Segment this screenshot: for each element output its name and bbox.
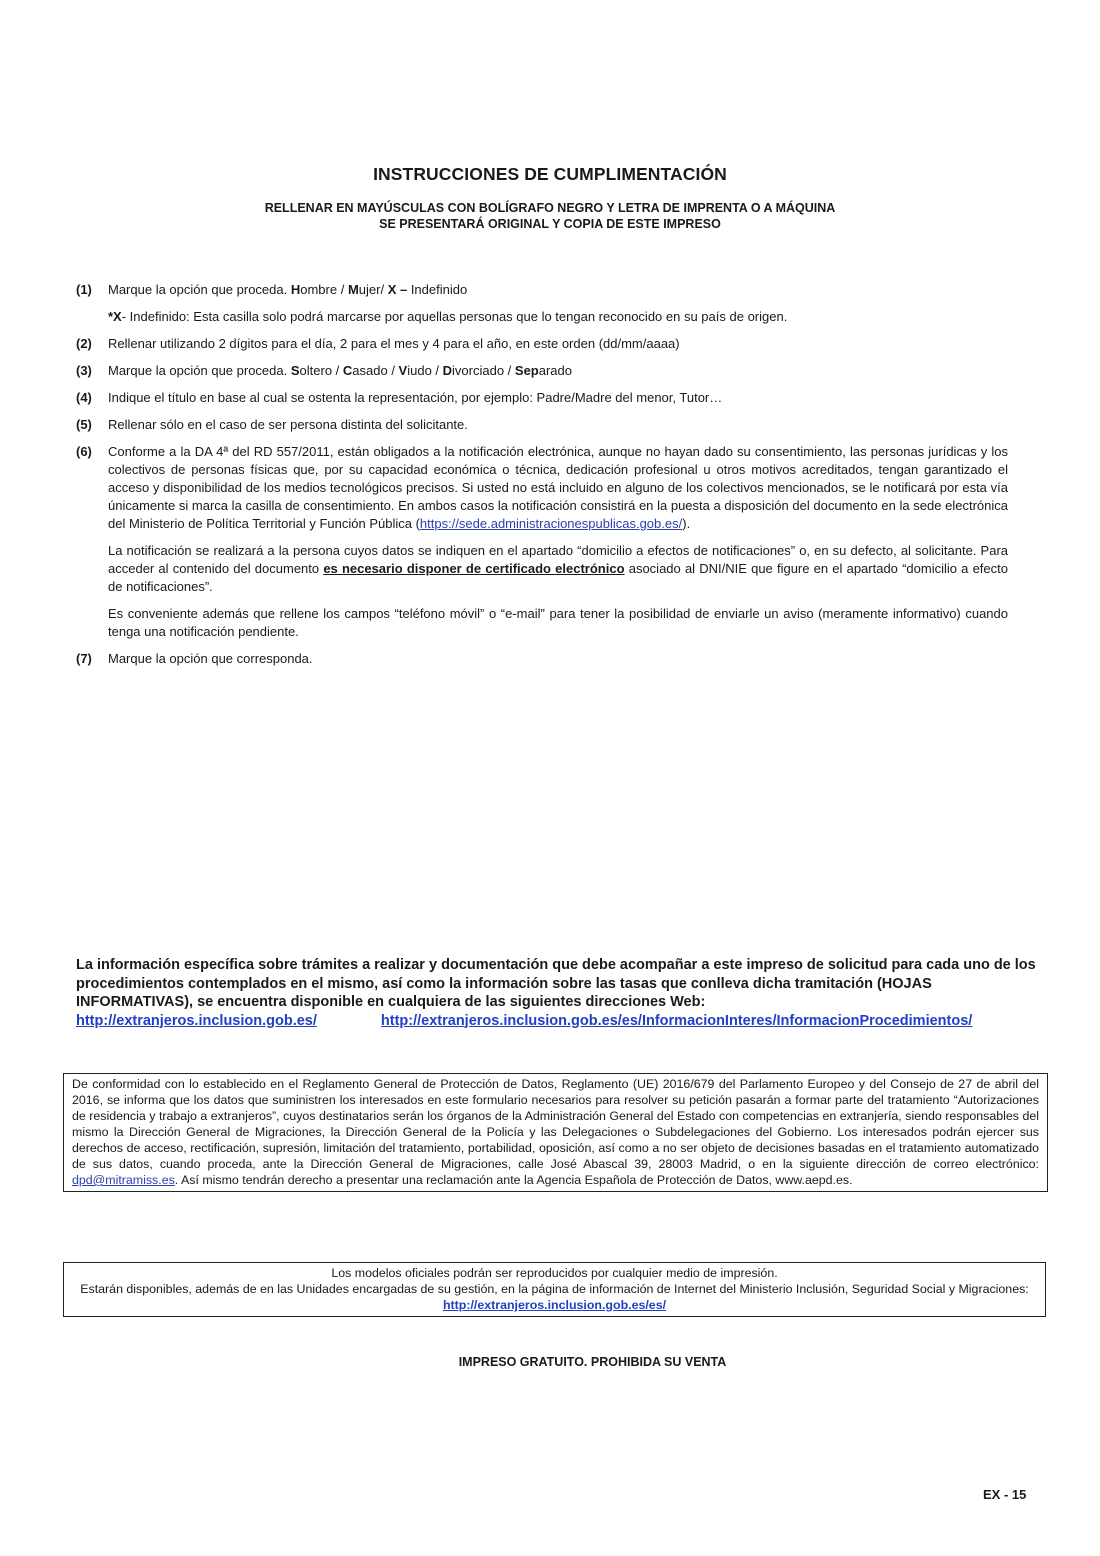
- info-section: [76, 956, 1036, 1030]
- info-text: La información específica sobre trámites a realizar y documentación que debe acompañar a este impreso de solicitud para cada uno de los procedimientos contemplados en el mismo, así como la información sobre las tasas que conlleva dicha tramitación (HOJAS INFORMATIVAS), se encuentra disponible en cualquiera de las siguientes direcciones Web:: [76, 957, 1036, 1010]
- instruction-text: Rellenar sólo en el caso de ser persona distinta del solicitante.: [108, 417, 468, 432]
- certificate-requirement: es necesario disponer de certificado electrónico: [323, 561, 625, 576]
- instruction-1: (1) Marque la opción que proceda. Hombre / Mujer/ X – Indefinido: [76, 282, 468, 297]
- subtitle-line-2: SE PRESENTARÁ ORIGINAL Y COPIA DE ESTE IMPRESO: [379, 217, 721, 231]
- instruction-number: (6): [76, 444, 92, 459]
- instruction-7: [76, 650, 1008, 668]
- instruction-number: (7): [76, 651, 92, 666]
- instruction-number: (5): [76, 417, 92, 432]
- instruction-number: (1): [76, 282, 92, 297]
- instruction-6-paragraph-1: Conforme a la DA 4ª del RD 557/2011, están obligados a la notificación electrónica, aunque no hayan dado su consentimiento, las personas jurídicas y los colectivos de personas físicas que, por su capacidad económica o técnica, dedicación profesional u otros motivos acreditados, tengan garantizado el acceso y disponibilidad de los medios tecnológicos precisos. Si usted no está incluido en alguno de los colectivos mencionados, se le notificará por esta vía únicamente si marca la casilla de consentimiento. En ambos casos la notificación consistirá en la puesta a disposición del documento en la sede electrónica del Ministerio de Política Territorial y Función Pública (https://sede.administracionespublicas.gob.es/).: [108, 444, 1008, 531]
- instruction-6-paragraph-3: Es conveniente además que rellene los campos “teléfono móvil” o “e-mail” para tener la posibilidad de enviarle un aviso (meramente informativo) cuando tenga una notificación pendiente.: [108, 606, 1008, 639]
- instruction-6: [76, 443, 1008, 641]
- privacy-notice-box: De conformidad con lo establecido en el Reglamento General de Protección de Datos, Reglamento (UE) 2016/679 del Parlamento Europeo y del Consejo de 27 de abril del 2016, se informa que los datos que suministren los interesados en este formulario necesarios para resolver su petición pasarán a formar parte del tratamiento “Autorizaciones de residencia y trabajo a extranjeros”, cuyos destinatarios serán los órganos de la Administración General del Estado con competencias en extranjería, siendo responsables del mismo la Dirección General de Migraciones, la Dirección General de la Policía y las Delegaciones o Subdelegaciones del Gobierno. Los interesados podrán ejercer sus derechos de acceso, rectificación, supresión, limitación del tratamiento, portabilidad, oposición, así como a no ser objeto de decisiones basadas en el tratamiento automatizado de sus datos, cuando proceda, ante la Dirección General de Migraciones, calle José Abascal 39, 28003 Madrid, o en la siguiente dirección de correo electrónico: dpd@mitramiss.es. Así mismo tendrán derecho a presentar una reclamación ante la Agencia Española de Protección de Datos, www.aepd.es.: [63, 1073, 1048, 1192]
- free-form-notice: IMPRESO GRATUITO. PROHIBIDA SU VENTA: [458, 1355, 727, 1369]
- instruction-number: (2): [76, 336, 92, 351]
- subtitle-line-1: RELLENAR EN MAYÚSCULAS CON BOLÍGRAFO NEGRO Y LETRA DE IMPRENTA O A MÁQUINA: [264, 201, 836, 215]
- models-line-2: Estarán disponibles, además de en las Unidades encargadas de su gestión, en la página de información de Internet del Ministerio Inclusión, Seguridad Social y Migraciones: http://extranjeros.inclusion.gob.es/es/: [80, 1282, 1029, 1312]
- instructions-list: [76, 281, 1008, 677]
- instruction-text: Marque la opción que corresponda.: [108, 651, 313, 666]
- instruction-2: [76, 335, 1008, 353]
- instruction-1-note: *X- Indefinido: Esta casilla solo podrá marcarse por aquellas personas que lo tengan reconocido en su país de origen.: [108, 309, 788, 324]
- ministerio-link[interactable]: http://extranjeros.inclusion.gob.es/es/: [442, 1298, 667, 1312]
- sede-electronica-link[interactable]: https://sede.administracionespublicas.gob.es/: [419, 516, 683, 531]
- dpd-email-link[interactable]: dpd@mitramiss.es: [72, 1173, 175, 1187]
- instruction-6-paragraph-2: La notificación se realizará a la persona cuyos datos se indiquen en el apartado “domicilio a efectos de notificaciones” o, en su defecto, al solicitante. Para acceder al contenido del documento es necesario disponer de certificado electrónico asociado al DNI/NIE que figure en el apartado “domicilio a efecto de notificaciones”.: [108, 543, 1008, 594]
- instruction-4: [76, 389, 1008, 407]
- instruction-5: [76, 416, 1008, 434]
- instruction-text: Rellenar utilizando 2 dígitos para el día, 2 para el mes y 4 para el año, en este orden (dd/mm/aaaa): [108, 336, 680, 351]
- extranjeros-link[interactable]: http://extranjeros.inclusion.gob.es/: [76, 1012, 317, 1029]
- instruction-text: Indique el título en base al cual se ostenta la representación, por ejemplo: Padre/Madre del menor, Tutor…: [108, 390, 723, 405]
- instruction-3: (3) Marque la opción que proceda. Soltero / Casado / Viudo / Divorciado / Separado: [76, 363, 572, 378]
- procedimientos-link[interactable]: http://extranjeros.inclusion.gob.es/es/InformacionInteres/InformacionProcedimientos/: [380, 1012, 973, 1029]
- models-line-1: Los modelos oficiales podrán ser reproducidos por cualquier medio de impresión.: [331, 1266, 778, 1280]
- page-title: INSTRUCCIONES DE CUMPLIMENTACIÓN: [373, 164, 727, 184]
- page-subtitle: [0, 200, 1100, 232]
- form-code: EX - 15: [983, 1487, 1027, 1502]
- instruction-number: (4): [76, 390, 92, 405]
- official-models-box: [63, 1262, 1046, 1317]
- info-links: [76, 1012, 1036, 1031]
- instruction-number: (3): [76, 363, 92, 378]
